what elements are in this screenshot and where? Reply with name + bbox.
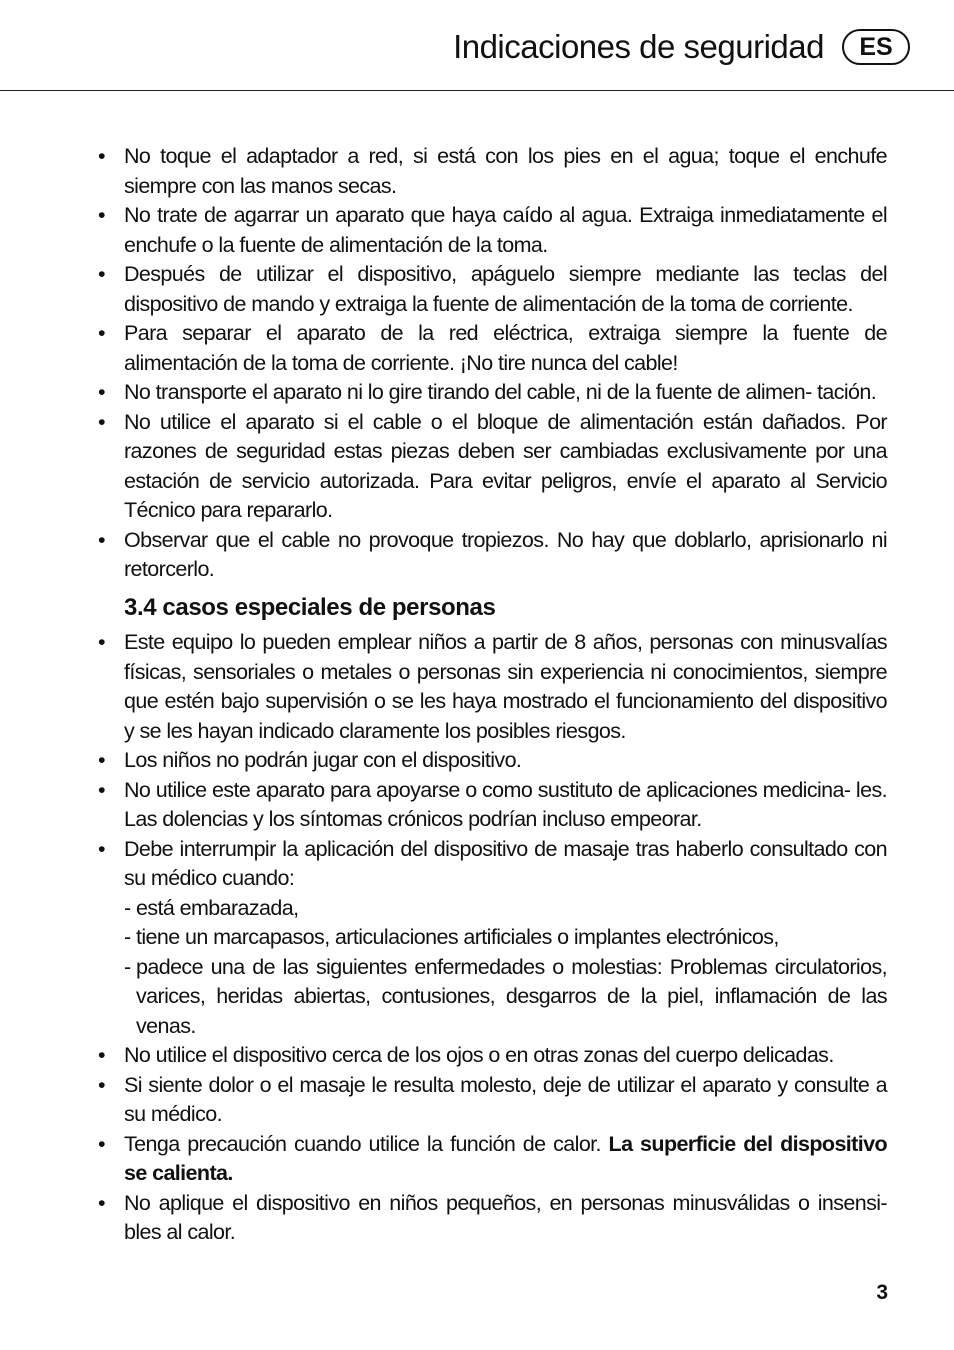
page-title: Indicaciones de seguridad bbox=[453, 28, 824, 65]
sub-list-item: - padece una de las siguientes enfermedades o molestias: Problemas circulatorios, varices, heridas abiertas, contusiones, desgarros de la piel, inflamación de las venas. bbox=[124, 954, 887, 1038]
condition-sublist bbox=[124, 894, 887, 1042]
section-title: 3.4 casos especiales de personas bbox=[124, 593, 496, 621]
page-content bbox=[95, 142, 887, 1248]
bullet-icon: • bbox=[98, 836, 105, 861]
special-persons-list bbox=[95, 628, 887, 1248]
page-header bbox=[0, 0, 954, 91]
dash-marker: - bbox=[124, 895, 131, 920]
list-item: • Para separar el aparato de la red eléctrica, extraiga siempre la fuente de alimentación de la toma de corriente. ¡No tire nunca del cable! bbox=[98, 321, 887, 375]
bullet-icon: • bbox=[98, 777, 105, 802]
page-number: 3 bbox=[876, 1281, 888, 1304]
list-item: • No trate de agarrar un aparato que haya caído al agua. Extraiga inmediatamente el enchufe o la fuente de alimentación de la toma. bbox=[98, 203, 887, 257]
bullet-icon: • bbox=[98, 144, 105, 168]
list-item: • No aplique el dispositivo en niños pequeños, en personas minusválidas o insensi- bles al calor. bbox=[98, 1190, 887, 1244]
list-item: • No utilice el dispositivo cerca de los ojos o en otras zonas del cuerpo delicadas. bbox=[95, 1041, 887, 1071]
heat-warning: La superficie del dispositivo se calienta. bbox=[124, 1131, 887, 1185]
list-item: • Este equipo lo pueden emplear niños a partir de 8 años, personas con minusvalías físicas, sensoriales o metales o personas sin experiencia ni conocimientos, siempre que estén bajo supervisión o se les haya mostrado el funcionamiento del dispositivo y se les hayan indicado claramente los posibles riesgos. bbox=[98, 630, 887, 743]
sub-list-item: - está embarazada, bbox=[124, 894, 887, 924]
list-item: • Debe interrumpir la aplicación del dispositivo de masaje tras haberlo consultado con su médico cuando: - está embarazada, - tiene un marcapasos, articulaciones artificiales o implantes electrónicos, - padece una de las siguientes enfermedades o molestias: Problemas circulatorios, varices, heridas abiertas, contusiones, desgarros de la piel, inflamación de las venas. bbox=[95, 835, 887, 1042]
bullet-icon: • bbox=[98, 748, 105, 772]
bullet-icon: • bbox=[98, 527, 105, 552]
bullet-icon: • bbox=[98, 630, 105, 654]
list-item: • Después de utilizar el dispositivo, apáguelo siempre mediante las teclas del dispositivo de mando y extraiga la fuente de alimentación de la toma de corriente. bbox=[98, 262, 887, 316]
list-item: • No toque el adaptador a red, si está con los pies en el agua; toque el enchufe siempre con las manos secas. bbox=[98, 144, 887, 198]
bullet-icon: • bbox=[98, 409, 105, 434]
bullet-icon: • bbox=[98, 380, 105, 404]
bullet-icon: • bbox=[98, 1072, 105, 1097]
sub-list-item: - tiene un marcapasos, articulaciones artificiales o implantes electrónicos, bbox=[124, 923, 887, 953]
dash-marker: - bbox=[124, 954, 131, 979]
list-item: • Si siente dolor o el masaje le resulta molesto, deje de utilizar el aparato y consulte a su médico. bbox=[98, 1072, 887, 1126]
bullet-icon: • bbox=[98, 1043, 105, 1067]
list-item: • Los niños no podrán jugar con el dispositivo. bbox=[95, 746, 887, 776]
list-item: • No utilice este aparato para apoyarse o como sustituto de aplicaciones medicina- les. Las dolencias y los síntomas crónicos podrían incluso empeorar. bbox=[98, 777, 887, 831]
bullet-icon: • bbox=[98, 1190, 105, 1215]
list-item: • Observar que el cable no provoque tropiezos. No hay que doblarlo, aprisionarlo ni retorcerlo. bbox=[98, 527, 887, 581]
dash-marker: - bbox=[124, 925, 131, 949]
language-badge: ES bbox=[842, 29, 910, 65]
list-item: • No utilice el aparato si el cable o el bloque de alimentación están dañados. Por razones de seguridad estas piezas deben ser cambiadas exclusivamente por una estación de servicio autorizada. Para evitar peligros, envíe el aparato al Servicio Técnico para repararlo. bbox=[98, 409, 887, 522]
bullet-icon: • bbox=[98, 321, 105, 345]
list-item: • No transporte el aparato ni lo gire tirando del cable, ni de la fuente de alimen- tación. bbox=[95, 378, 887, 408]
bullet-icon: • bbox=[98, 203, 105, 227]
safety-list bbox=[95, 142, 887, 585]
list-item: • Tenga precaución cuando utilice la función de calor. La superficie del dispositivo se calienta. bbox=[98, 1131, 887, 1185]
bullet-icon: • bbox=[98, 262, 105, 286]
bullet-icon: • bbox=[98, 1131, 105, 1156]
